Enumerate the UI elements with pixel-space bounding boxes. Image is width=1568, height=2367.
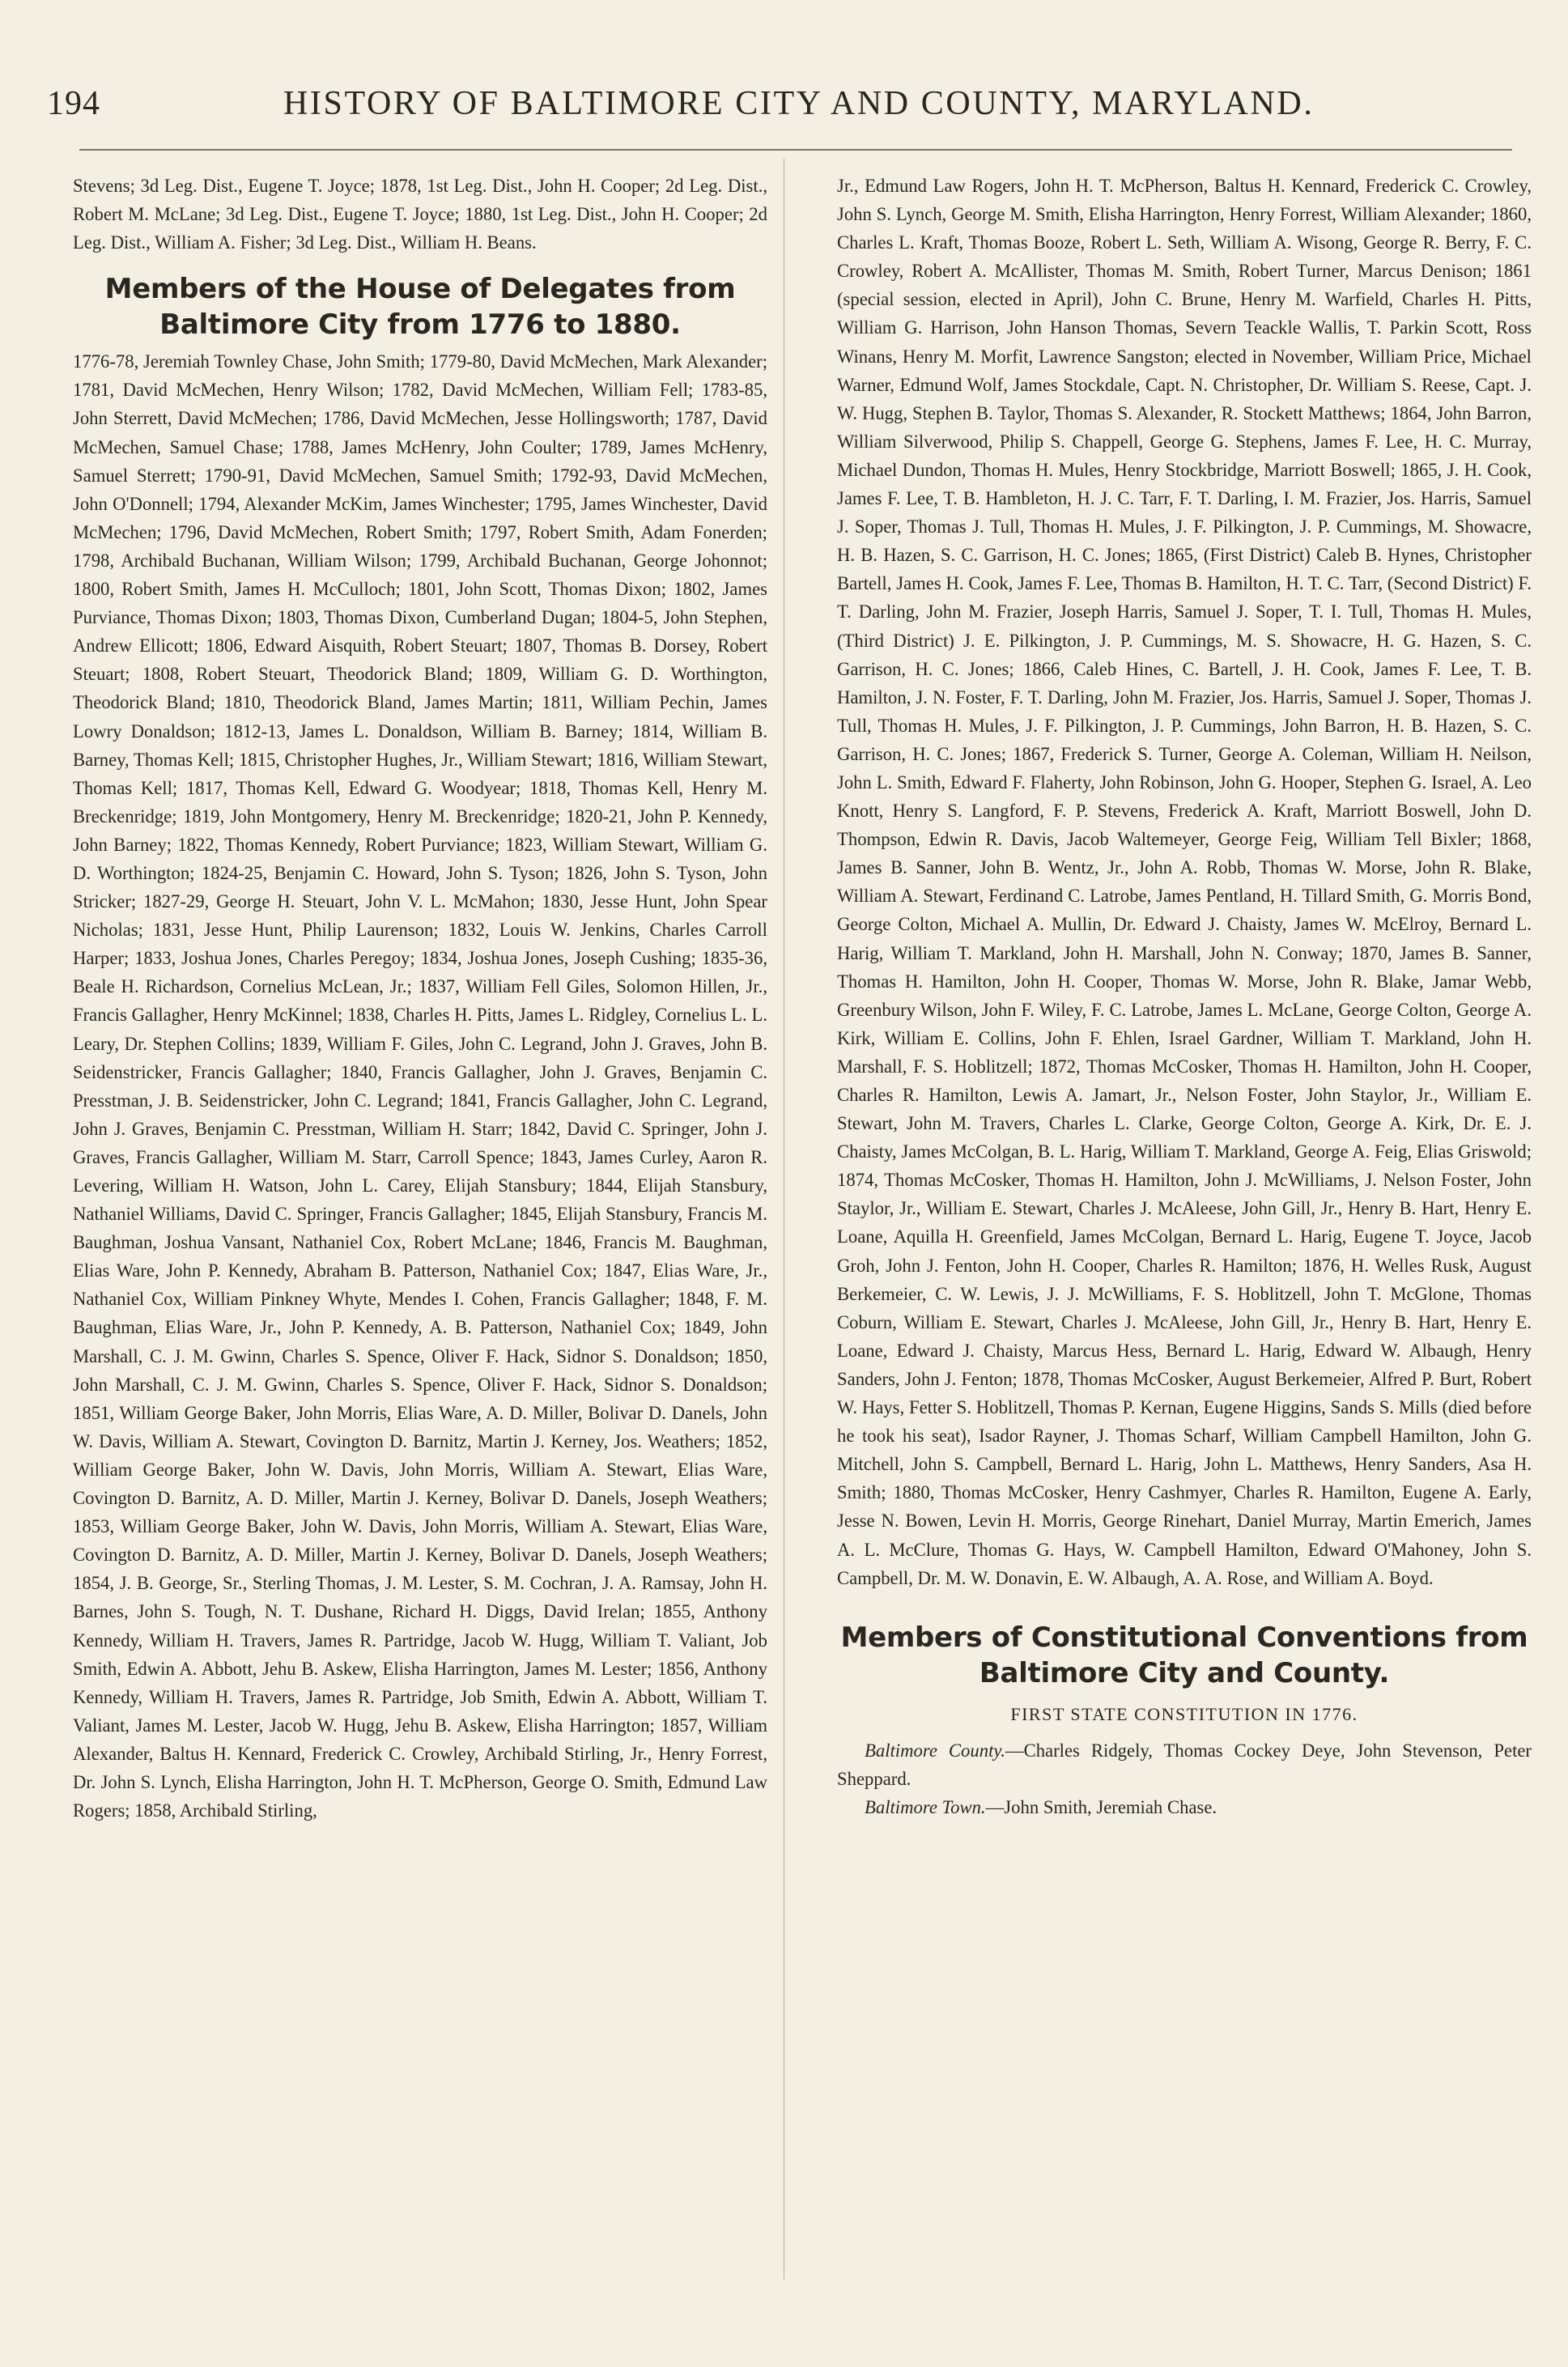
header-rule bbox=[79, 149, 1512, 151]
page-number: 194 bbox=[47, 85, 100, 122]
left-column bbox=[73, 172, 767, 1825]
baltimore-county-entry bbox=[837, 1736, 1532, 1793]
baltimore-county-label: Baltimore County. bbox=[865, 1740, 1005, 1761]
baltimore-town-members: —John Smith, Jeremiah Chase. bbox=[985, 1796, 1217, 1817]
house-of-delegates-heading: Members of the House of Delegates from Baltimore City from 1776 to 1880. bbox=[104, 273, 736, 342]
baltimore-town-label: Baltimore Town. bbox=[865, 1796, 986, 1817]
right-column bbox=[837, 172, 1532, 1821]
baltimore-county-members: —Charles Ridgely, Thomas Cockey Deye, John Stevenson, Peter Sheppard. bbox=[837, 1740, 1532, 1789]
running-title: HISTORY OF BALTIMORE CITY AND COUNTY, MARYLAND. bbox=[283, 85, 1315, 122]
first-constitution-heading: FIRST STATE CONSTITUTION IN 1776. bbox=[1010, 1703, 1358, 1724]
running-head bbox=[47, 84, 1315, 133]
baltimore-town-entry bbox=[837, 1793, 1532, 1821]
constitutional-conventions-heading: Members of Constitutional Conventions from Baltimore City and County. bbox=[840, 1621, 1528, 1689]
house-of-delegates-text: 1776-78, Jeremiah Townley Chase, John Smith; 1779-80, David McMechen, Mark Alexander; 1781, David McMechen, Henry Wilson; 1782, David McMechen, William Fell; 1783-85, John Sterrett, David McMechen; 1786, David McMechen, Jesse Hollingsworth; 1787, David McMechen, Samuel Chase; 1788, James McHenry, John Coulter; 1789, James McHenry, Samuel Sterrett; 1790-91, David McMechen, Samuel Smith; 1792-93, David McMechen, John O'Donnell; 1794, Alexander McKim, James Winchester; 1795, James Winchester, David McMechen; 1796, David McMechen, Robert Smith; 1797, Robert Smith, Adam Fonerden; 1798, Archibald Buchanan, William Wilson; 1799, Archibald Buchanan, George Johonnot; 1800, Robert Smith, James H. McCulloch; 1801, John Scott, Thomas Dixon; 1802, James Purviance, Thomas Dixon; 1803, Thomas Dixon, Cumberland Dugan; 1804-5, John Stephen, Andrew Ellicott; 1806, Edward Aisquith, Robert Steuart; 1807, Thomas B. Dorsey, Robert Steuart; 1808, Robert Steuart, Theodorick Bland; 1809, William G. D. Worthington, Theodorick Bland; 1810, Theodorick Bland, James Martin; 1811, William Pechin, James Lowry Donaldson; 1812-13, James L. Donaldson, William B. Barney; 1814, William B. Barney, Thomas Kell; 1815, Christopher Hughes, Jr., William Stewart; 1816, William Stewart, Thomas Kell; 1817, Thomas Kell, Edward G. Woodyear; 1818, Thomas Kell, Henry M. Breckenridge; 1819, John Montgomery, Henry M. Breckenridge; 1820-21, John P. Kennedy, John Barney; 1822, Thomas Kennedy, Robert Purviance; 1823, William Stewart, William G. D. Worthington; 1824-25, Benjamin C. Howard, John S. Tyson; 1826, John S. Tyson, John Stricker; 1827-29, George H. Steuart, John V. L. McMahon; 1830, Jesse Hunt, John Spear Nicholas; 1831, Jesse Hunt, Philip Laurenson; 1832, Louis W. Jenkins, Charles Carroll Harper; 1833, Joshua Jones, Charles Peregoy; 1834, Joshua Jones, Joseph Cushing; 1835-36, Beale H. Richardson, Cornelius McLean, Jr.; 1837, William Fell Giles, Solomon Hillen, Jr., Francis Gallagher, Henry McKinnel; 1838, Charles H. Pitts, James L. Ridgley, Cornelius L. L. Leary, Dr. Stephen Collins; 1839, William F. Giles, John C. Legrand, John J. Graves, John B. Seidenstricker, Francis Gallagher; 1840, Francis Gallagher, John J. Graves, Benjamin C. Presstman, J. B. Seidenstricker, John C. Legrand; 1841, Francis Gallagher, John C. Legrand, John J. Graves, Benjamin C. Presstman, William H. Starr; 1842, David C. Springer, John J. Graves, Francis Gallagher, William M. Starr, Carroll Spence; 1843, James Curley, Aaron R. Levering, William H. Watson, John L. Carey, Elijah Stansbury; 1844, Elijah Stansbury, Nathaniel Williams, David C. Springer, Francis Gallagher; 1845, Elijah Stansbury, Francis M. Baughman, Joshua Vansant, Nathaniel Cox, Robert McLane; 1846, Francis M. Baughman, Elias Ware, John P. Kennedy, Abraham B. Patterson, Nathaniel Cox; 1847, Elias Ware, Jr., Nathaniel Cox, William Pinkney Whyte, Mendes I. Cohen, Francis Gallagher; 1848, F. M. Baughman, Elias Ware, Jr., John P. Kennedy, A. B. Patterson, Nathaniel Cox; 1849, John Marshall, C. J. M. Gwinn, Charles S. Spence, Oliver F. Hack, Sidnor S. Donaldson; 1850, John Marshall, C. J. M. Gwinn, Charles S. Spence, Oliver F. Hack, Sidnor S. Donaldson; 1851, William George Baker, John Morris, Elias Ware, A. D. Miller, Bolivar D. Danels, John W. Davis, William A. Stewart, Covington D. Barnitz, Martin J. Kerney, Jos. Weathers; 1852, William George Baker, John W. Davis, John Morris, William A. Stewart, Elias Ware, Covington D. Barnitz, A. D. Miller, Martin J. Kerney, Bolivar D. Danels, Joseph Weathers; 1853, William George Baker, John W. Davis, John Morris, William A. Stewart, Elias Ware, Covington D. Barnitz, A. D. Miller, Martin J. Kerney, Bolivar D. Danels, Joseph Weathers; 1854, J. B. George, Sr., Sterling Thomas, J. M. Lester, S. M. Cochran, J. A. Ramsay, John H. Barnes, John S. Tough, N. T. Dushane, Richard H. Diggs, David Irelan; 1855, Anthony Kennedy, William H. Travers, James R. Partridge, Jacob W. Hugg, William T. Valiant, Job Smith, Edwin A. Abbott, Jehu B. Askew, Elisha Harrington, James M. Lester; 1856, Anthony Kennedy, William H. Travers, James R. Partridge, Job Smith, Edwin A. Abbott, William T. Valiant, James M. Lester, Jacob W. Hugg, Jehu B. Askew, Elisha Harrington; 1857, William Alexander, Baltus H. Kennard, Frederick C. Crowley, Archibald Stirling, Jr., Henry Forrest, Dr. John S. Lynch, Elisha Harrington, John H. T. McPherson, George O. Smith, Edmund Law Rogers; 1858, Archibald Stirling, bbox=[73, 351, 767, 1821]
house-of-delegates-text-continued: Jr., Edmund Law Rogers, John H. T. McPherson, Baltus H. Kennard, Frederick C. Crowley, John S. Lynch, George M. Smith, Elisha Harrington, Henry Forrest, William Alexander; 1860, Charles L. Kraft, Thomas Booze, Robert L. Seth, William A. Wisong, George R. Berry, F. C. Crowley, Robert A. McAllister, Thomas M. Smith, Robert Turner, Marcus Denison; 1861 (special session, elected in April), John C. Brune, Henry M. Warfield, Charles H. Pitts, William G. Harrison, John Hanson Thomas, Severn Teackle Wallis, T. Parkin Scott, Ross Winans, Henry M. Morfit, Lawrence Sangston; elected in November, William Price, Michael Warner, Edmund Wolf, James Stockdale, Capt. N. Christopher, Dr. William S. Reese, Capt. J. W. Hugg, Stephen B. Taylor, Thomas S. Alexander, R. Stockett Matthews; 1864, John Barron, William Silverwood, Philip S. Chappell, George G. Stephens, James F. Lee, H. C. Murray, Michael Dundon, Thomas H. Mules, Henry Stockbridge, Marriott Boswell; 1865, J. H. Cook, James F. Lee, T. B. Hambleton, H. J. C. Tarr, F. T. Darling, I. M. Frazier, Jos. Harris, Samuel J. Soper, Thomas J. Tull, Thomas H. Mules, J. F. Pilkington, J. P. Cummings, M. Showacre, H. B. Hazen, S. C. Garrison, H. C. Jones; 1865, (First District) Caleb B. Hynes, Christopher Bartell, James H. Cook, James F. Lee, Thomas B. Hamilton, H. T. C. Tarr, (Second District) F. T. Darling, John M. Frazier, Joseph Harris, Samuel J. Soper, T. I. Tull, Thomas H. Mules, (Third District) J. E. Pilkington, J. P. Cummings, M. S. Showacre, H. G. Hazen, S. C. Garrison, H. C. Jones; 1866, Caleb Hines, C. Bartell, J. H. Cook, James F. Lee, T. B. Hamilton, J. N. Foster, F. T. Darling, John M. Frazier, Jos. Harris, Samuel J. Soper, Thomas J. Tull, Thomas H. Mules, J. F. Pilkington, J. P. Cummings, John Barron, H. B. Hazen, S. C. Garrison, H. C. Jones; 1867, Frederick S. Turner, George A. Coleman, William H. Neilson, John L. Smith, Edward F. Flaherty, John Robinson, John G. Hooper, Stephen G. Israel, A. Leo Knott, Henry S. Langford, F. P. Stevens, Frederick A. Kraft, Marriott Boswell, John D. Thompson, Edwin R. Davis, Jacob Waltemeyer, George Feig, William Tell Bixler; 1868, James B. Sanner, John B. Wentz, Jr., John A. Robb, Thomas W. Morse, John R. Blake, William A. Stewart, Ferdinand C. Latrobe, James Pentland, H. Tillard Smith, G. Morris Bond, George Colton, Michael A. Mullin, Dr. Edward J. Chaisty, James W. McElroy, Bernard L. Harig, William T. Markland, John H. Marshall, John N. Conway; 1870, James B. Sanner, Thomas H. Hamilton, John H. Cooper, Thomas W. Morse, John R. Blake, Jamar Webb, Greenbury Wilson, John F. Wiley, F. C. Latrobe, James L. McLane, George Colton, George A. Kirk, William E. Collins, John F. Ehlen, Israel Gardner, William T. Markland, John H. Marshall, F. S. Hoblitzell; 1872, Thomas McCosker, Thomas H. Hamilton, John H. Cooper, Charles R. Hamilton, Lewis A. Jamart, Jr., Nelson Foster, John Staylor, Jr., William E. Stewart, John M. Travers, Charles L. Clarke, George Colton, George A. Kirk, Dr. E. J. Chaisty, James McColgan, B. L. Harig, William T. Markland, George A. Feig, Elias Griswold; 1874, Thomas McCosker, Thomas H. Hamilton, John J. McWilliams, J. Nelson Foster, John Staylor, Jr., William E. Stewart, Charles J. McAleese, John Gill, Jr., Henry B. Hart, Henry E. Loane, Aquilla H. Greenfield, James McColgan, Bernard L. Harig, Eugene T. Joyce, Jacob Groh, John J. Fenton, John H. Cooper, Charles R. Hamilton; 1876, H. Welles Rusk, August Berkemeier, C. W. Lewis, J. J. McWilliams, F. S. Hoblitzell, John T. McGlone, Thomas Coburn, William E. Stewart, Charles J. McAleese, John Gill, Jr., Henry B. Hart, Henry E. Loane, Edward J. Chaisty, Marcus Hess, Bernard L. Harig, Edward W. Albaugh, Henry Sanders, John J. Fenton; 1878, Thomas McCosker, August Berkemeier, Alfred P. Burt, Robert W. Hays, Fetter S. Hoblitzell, Thomas P. Kernan, Eugene Higgins, Sands S. Mills (died before he took his seat), Isador Rayner, J. Thomas Scharf, William Campbell Hamilton, John G. Mitchell, John S. Campbell, Bernard L. Harig, John L. Matthews, Henry Sanders, Asa H. Smith; 1880, Thomas McCosker, Henry Cashmyer, Charles R. Hamilton, Eugene A. Early, Jesse N. Bowen, Levin H. Morris, George Rinehart, Daniel Murray, Martin Emerich, James A. L. McClure, Thomas G. Hays, W. Campbell Hamilton, Edward O'Mahoney, John S. Campbell, Dr. M. W. Donavin, E. W. Albaugh, A. A. Rose, and William A. Boyd. bbox=[837, 176, 1532, 1588]
senate-continuation-text: Stevens; 3d Leg. Dist., Eugene T. Joyce; 1878, 1st Leg. Dist., John H. Cooper; 2d Leg. Dist., Robert M. McLane; 3d Leg. Dist., Eugene T. Joyce; 1880, 1st Leg. Dist., John H. Cooper; 2d Leg. Dist., William A. Fisher; 3d Leg. Dist., William H. Beans. bbox=[73, 176, 767, 253]
